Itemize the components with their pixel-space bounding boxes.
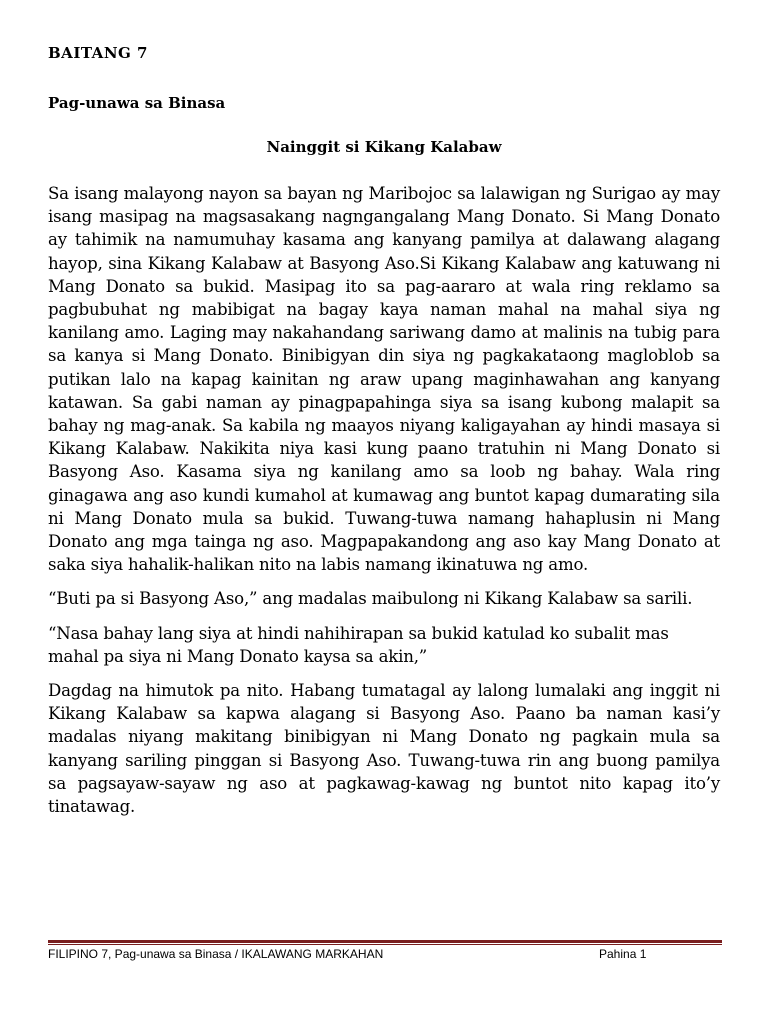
story-title: Nainggit si Kikang Kalabaw [266, 138, 502, 156]
story-paragraph-2: “Buti pa si Basyong Aso,” ang madalas maibulong ni Kikang Kalabaw sa sarili. [48, 589, 693, 609]
grade-heading: BAITANG 7 [48, 44, 148, 62]
lesson-heading: Pag-unawa sa Binasa [48, 94, 226, 112]
story-paragraph-3: “Nasa bahay lang siya at hindi nahihirapan sa bukid katulad ko subalit mas mahal pa siya ni Mang Donato kaysa sa akin,” [48, 623, 669, 666]
footer-course-label: FILIPINO 7, Pag-unawa sa Binasa / IKALAWANG MARKAHAN [48, 947, 384, 961]
story-paragraph-4: Dagdag na himutok pa nito. Habang tumatagal ay lalong lumalaki ang inggit ni Kikang Kalabaw sa kapwa alagang si Basyong Aso. Paano ba naman kasi’y madalas niyang makitang binibigyan ni Mang Donato ng pagkain mula sa kanyang sariling pinggan si Basyong Aso. Tuwang-tuwa rin ang buong pamilya sa pagsayaw-sayaw ng aso at pagkawag-kawag ng buntot nito kapag ito’y tinatawag. [48, 681, 720, 817]
story-body [48, 182, 720, 829]
footer-page-number: Pahina 1 [599, 947, 647, 961]
story-paragraph-1: Sa isang malayong nayon sa bayan ng Maribojoc sa lalawigan ng Surigao ay may isang masipag na magsasakang nagngangalang Mang Donato. Si Mang Donato ay tahimik na namumuhay kasama ang kanyang pamilya at dalawang alagang hayop, sina Kikang Kalabaw at Basyong Aso.Si Kikang Kalabaw ang katuwang ni Mang Donato sa bukid. Masipag ito sa pag-aararo at wala ring reklamo sa pagbubuhat ng mabibigat na bagay kaya naman mahal na mahal siya ng kanilang amo. Laging may nakahandang sariwang damo at malinis na tubig para sa kanya si Mang Donato. Binibigyan din siya ng pagkakataong magloblob sa putikan lalo na kapag kainitan ng araw upang maginhawahan ang kanyang katawan. Sa gabi naman ay pinagpapahinga siya sa isang kubong malapit sa bahay ng mag-anak. Sa kabila ng maayos niyang kaligayahan ay hindi masaya si Kikang Kalabaw. Nakikita niya kasi kung paano tratuhin ni Mang Donato si Basyong Aso. Kasama siya ng kanilang amo sa loob ng bahay. Wala ring ginagawa ang aso kundi kumahol at kumawag ang buntot kapag dumarating sila ni Mang Donato mula sa bukid. Tuwang-tuwa namang hahaplusin ni Mang Donato ang mga tainga ng aso. Magpapakandong ang aso kay Mang Donato at saka siya hahalik-halikan nito na labis namang ikinatuwa ng amo. [48, 184, 720, 575]
footer-divider [48, 940, 722, 945]
